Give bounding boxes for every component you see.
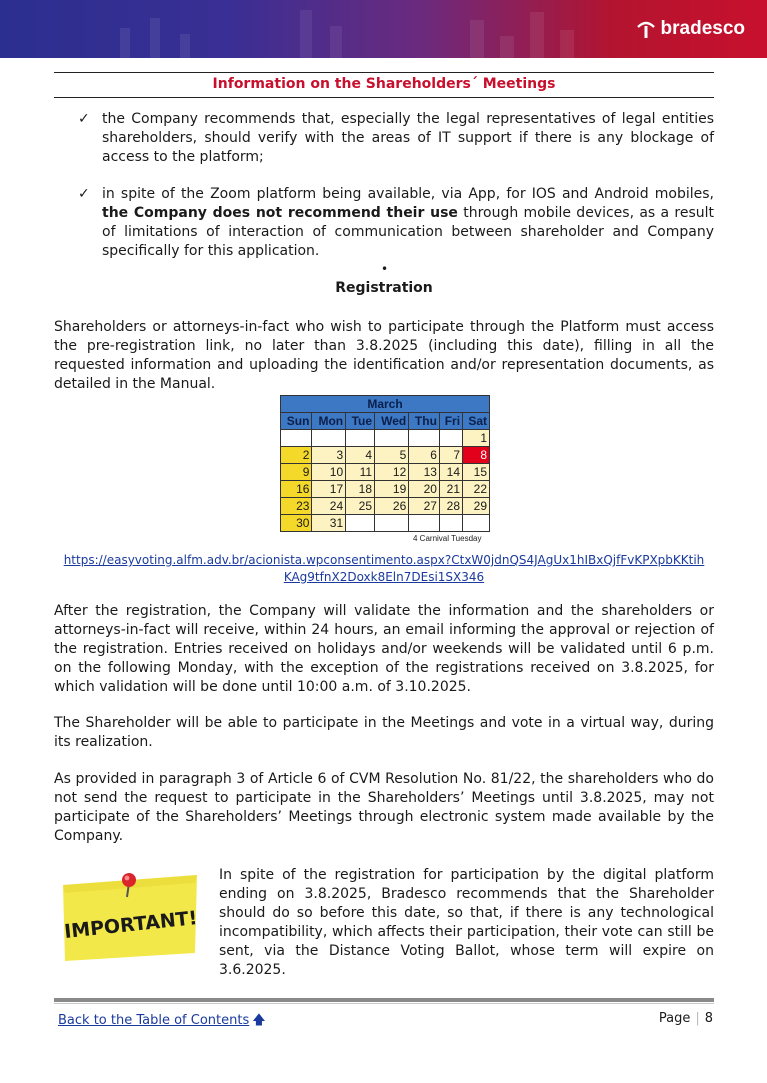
calendar-day: 8: [463, 447, 490, 464]
calendar-day: 11: [346, 464, 375, 481]
calendar-day: 12: [375, 464, 409, 481]
calendar-day: 16: [281, 481, 312, 498]
calendar-day: 5: [375, 447, 409, 464]
calendar-empty-cell: [439, 515, 462, 532]
calendar-empty-cell: [312, 430, 346, 447]
header-banner: [0, 0, 767, 58]
calendar-weekday-tue: Tue: [346, 413, 375, 430]
calendar-weekday-mon: Mon: [312, 413, 346, 430]
calendar-day: 27: [409, 498, 440, 515]
calendar-day: 6: [409, 447, 440, 464]
calendar-week-row: [281, 515, 490, 532]
checkmark-icon: ✓: [78, 111, 90, 127]
calendar-day: 25: [346, 498, 375, 515]
title-rule-bottom: [54, 97, 714, 98]
calendar-day: 30: [281, 515, 312, 532]
calendar-empty-cell: [346, 430, 375, 447]
link-line-1[interactable]: https://easyvoting.alfm.adv.br/acionista.wpconsentimento.aspx?CtxW0jdnQS4JAgUx1hIBxQjfFvKPXpbKKtih: [63, 553, 705, 567]
bullet-text-bold: the Company does not recommend their use: [102, 205, 458, 221]
back-to-toc-label[interactable]: Back to the Table of Contents: [58, 1013, 250, 1028]
march-calendar: [280, 395, 490, 543]
pre-registration-link[interactable]: [54, 552, 714, 586]
calendar-week-row: [281, 481, 490, 498]
calendar-month: March: [281, 396, 490, 413]
calendar-day: 2: [281, 447, 312, 464]
arrow-up-icon[interactable]: 🡅: [252, 1013, 266, 1028]
back-to-toc-link[interactable]: [58, 1011, 266, 1033]
bullet-item: [78, 185, 714, 261]
registration-heading: Registration: [335, 280, 433, 296]
calendar-empty-cell: [375, 430, 409, 447]
footer-rule: [54, 998, 714, 1002]
footer-rule-thin: [54, 1003, 714, 1004]
calendar-day: 29: [463, 498, 490, 515]
bradesco-logo: [635, 18, 745, 40]
calendar-week-row: [281, 447, 490, 464]
calendar-day: 24: [312, 498, 346, 515]
bullet-text: [102, 185, 714, 261]
important-text: In spite of the registration for participation by the digital platform ending on 3.8.2025, Bradesco recommends that the Shareholder should do so before this date, so that, if there is any technological incompatibility, which affects their participation, their vote can still be sent, via the Distance Voting Ballot, whose term will expire on 3.6.2025.: [219, 867, 714, 978]
calendar-day: 1: [463, 430, 490, 447]
calendar-empty-cell: [409, 515, 440, 532]
calendar-empty-cell: [375, 515, 409, 532]
calendar-day: 26: [375, 498, 409, 515]
important-sticky-note: [55, 865, 205, 965]
calendar-empty-cell: [281, 430, 312, 447]
calendar-day: 28: [439, 498, 462, 515]
calendar-day: 17: [312, 481, 346, 498]
calendar-day: 15: [463, 464, 490, 481]
checkmark-icon: ✓: [78, 186, 90, 202]
calendar-day: 31: [312, 515, 346, 532]
calendar-week-row: [281, 464, 490, 481]
page-indicator: [659, 1011, 713, 1026]
bradesco-tree-icon: [635, 19, 657, 39]
calendar-empty-cell: [439, 430, 462, 447]
calendar-weekday-row: [281, 413, 490, 430]
page-number: 8: [704, 1011, 713, 1026]
calendar-day: 14: [439, 464, 462, 481]
section-title: Information on the Shareholders´ Meetings: [212, 76, 556, 92]
calendar-day: 23: [281, 498, 312, 515]
page-separator: |: [695, 1011, 700, 1026]
calendar-weekday-sun: Sun: [281, 413, 312, 430]
calendar-empty-cell: [409, 430, 440, 447]
calendar-day: 4: [346, 447, 375, 464]
link-line-2[interactable]: KAg9tfnX2Doxk8Eln7DEsi1SX346: [283, 570, 485, 584]
calendar-day: 21: [439, 481, 462, 498]
calendar-body: [281, 430, 490, 532]
calendar-weekday-thu: Thu: [409, 413, 440, 430]
calendar-note: 4 Carnival Tuesday: [413, 534, 482, 543]
calendar-day: 18: [346, 481, 375, 498]
paragraph-cvm-resolution: As provided in paragraph 3 of Article 6 of CVM Resolution No. 81/22, the shareholders who do not send the request to participate in the Shareholders’ Meetings until 3.8.2025, may not participate of the Shareholders’ Meetings through electronic system made available by the Company.: [54, 771, 714, 844]
page-label: Page: [658, 1011, 691, 1026]
calendar-week-row: [281, 430, 490, 447]
sticky-note-icon: [55, 865, 205, 965]
calendar-empty-cell: [463, 515, 490, 532]
brand-name: bradesco: [660, 18, 745, 39]
calendar-day: 3: [312, 447, 346, 464]
calendar-weekday-wed: Wed: [375, 413, 409, 430]
calendar-weekday-sat: Sat: [463, 413, 490, 430]
paragraph-registration: Shareholders or attorneys-in-fact who wish to participate through the Platform must access the pre-registration link, no later than 3.8.2025 (including this date), filling in all the requested information and uploading the identification and/or representation documents, as detailed in the Manual.: [54, 319, 714, 392]
calendar-day: 13: [409, 464, 440, 481]
calendar-day: 10: [312, 464, 346, 481]
paragraph-participation: The Shareholder will be able to participate in the Meetings and vote in a virtual way, during its realization.: [54, 715, 714, 750]
bullet-text: the Company recommends that, especially the legal representatives of legal entities shareholders, should verify with the areas of IT support if there is any blockage of access to the platform;: [102, 111, 714, 165]
calendar-day: 9: [281, 464, 312, 481]
bullet-dot: •: [381, 262, 389, 276]
calendar-day: 20: [409, 481, 440, 498]
calendar-weekday-fri: Fri: [439, 413, 462, 430]
calendar-week-row: [281, 498, 490, 515]
calendar-day: 7: [439, 447, 462, 464]
bullet-text-after: through mobile devices, as a result of limitations of interaction of communication between shareholder and Company specifically for this application.: [102, 205, 714, 259]
title-rule-top: [54, 72, 714, 73]
calendar-empty-cell: [346, 515, 375, 532]
calendar-day: 22: [463, 481, 490, 498]
bullet-list: [78, 110, 714, 279]
calendar-day: 19: [375, 481, 409, 498]
important-label: IMPORTANT!: [63, 907, 199, 943]
paragraph-validation: After the registration, the Company will validate the information and the shareholders or attorneys-in-fact will receive, within 24 hours, an email informing the approval or rejection of the registration. Entries received on holidays and/or weekends will be validated until 6 p.m. on the following Monday, with the exception of the registrations received on 3.8.2025, for which validation will be done until 10:00 a.m. of 3.10.2025.: [54, 603, 714, 695]
bullet-text-before: in spite of the Zoom platform being available, via App, for IOS and Android mobiles,: [102, 186, 714, 202]
calendar-table: [280, 395, 490, 532]
bullet-item: [78, 110, 714, 167]
